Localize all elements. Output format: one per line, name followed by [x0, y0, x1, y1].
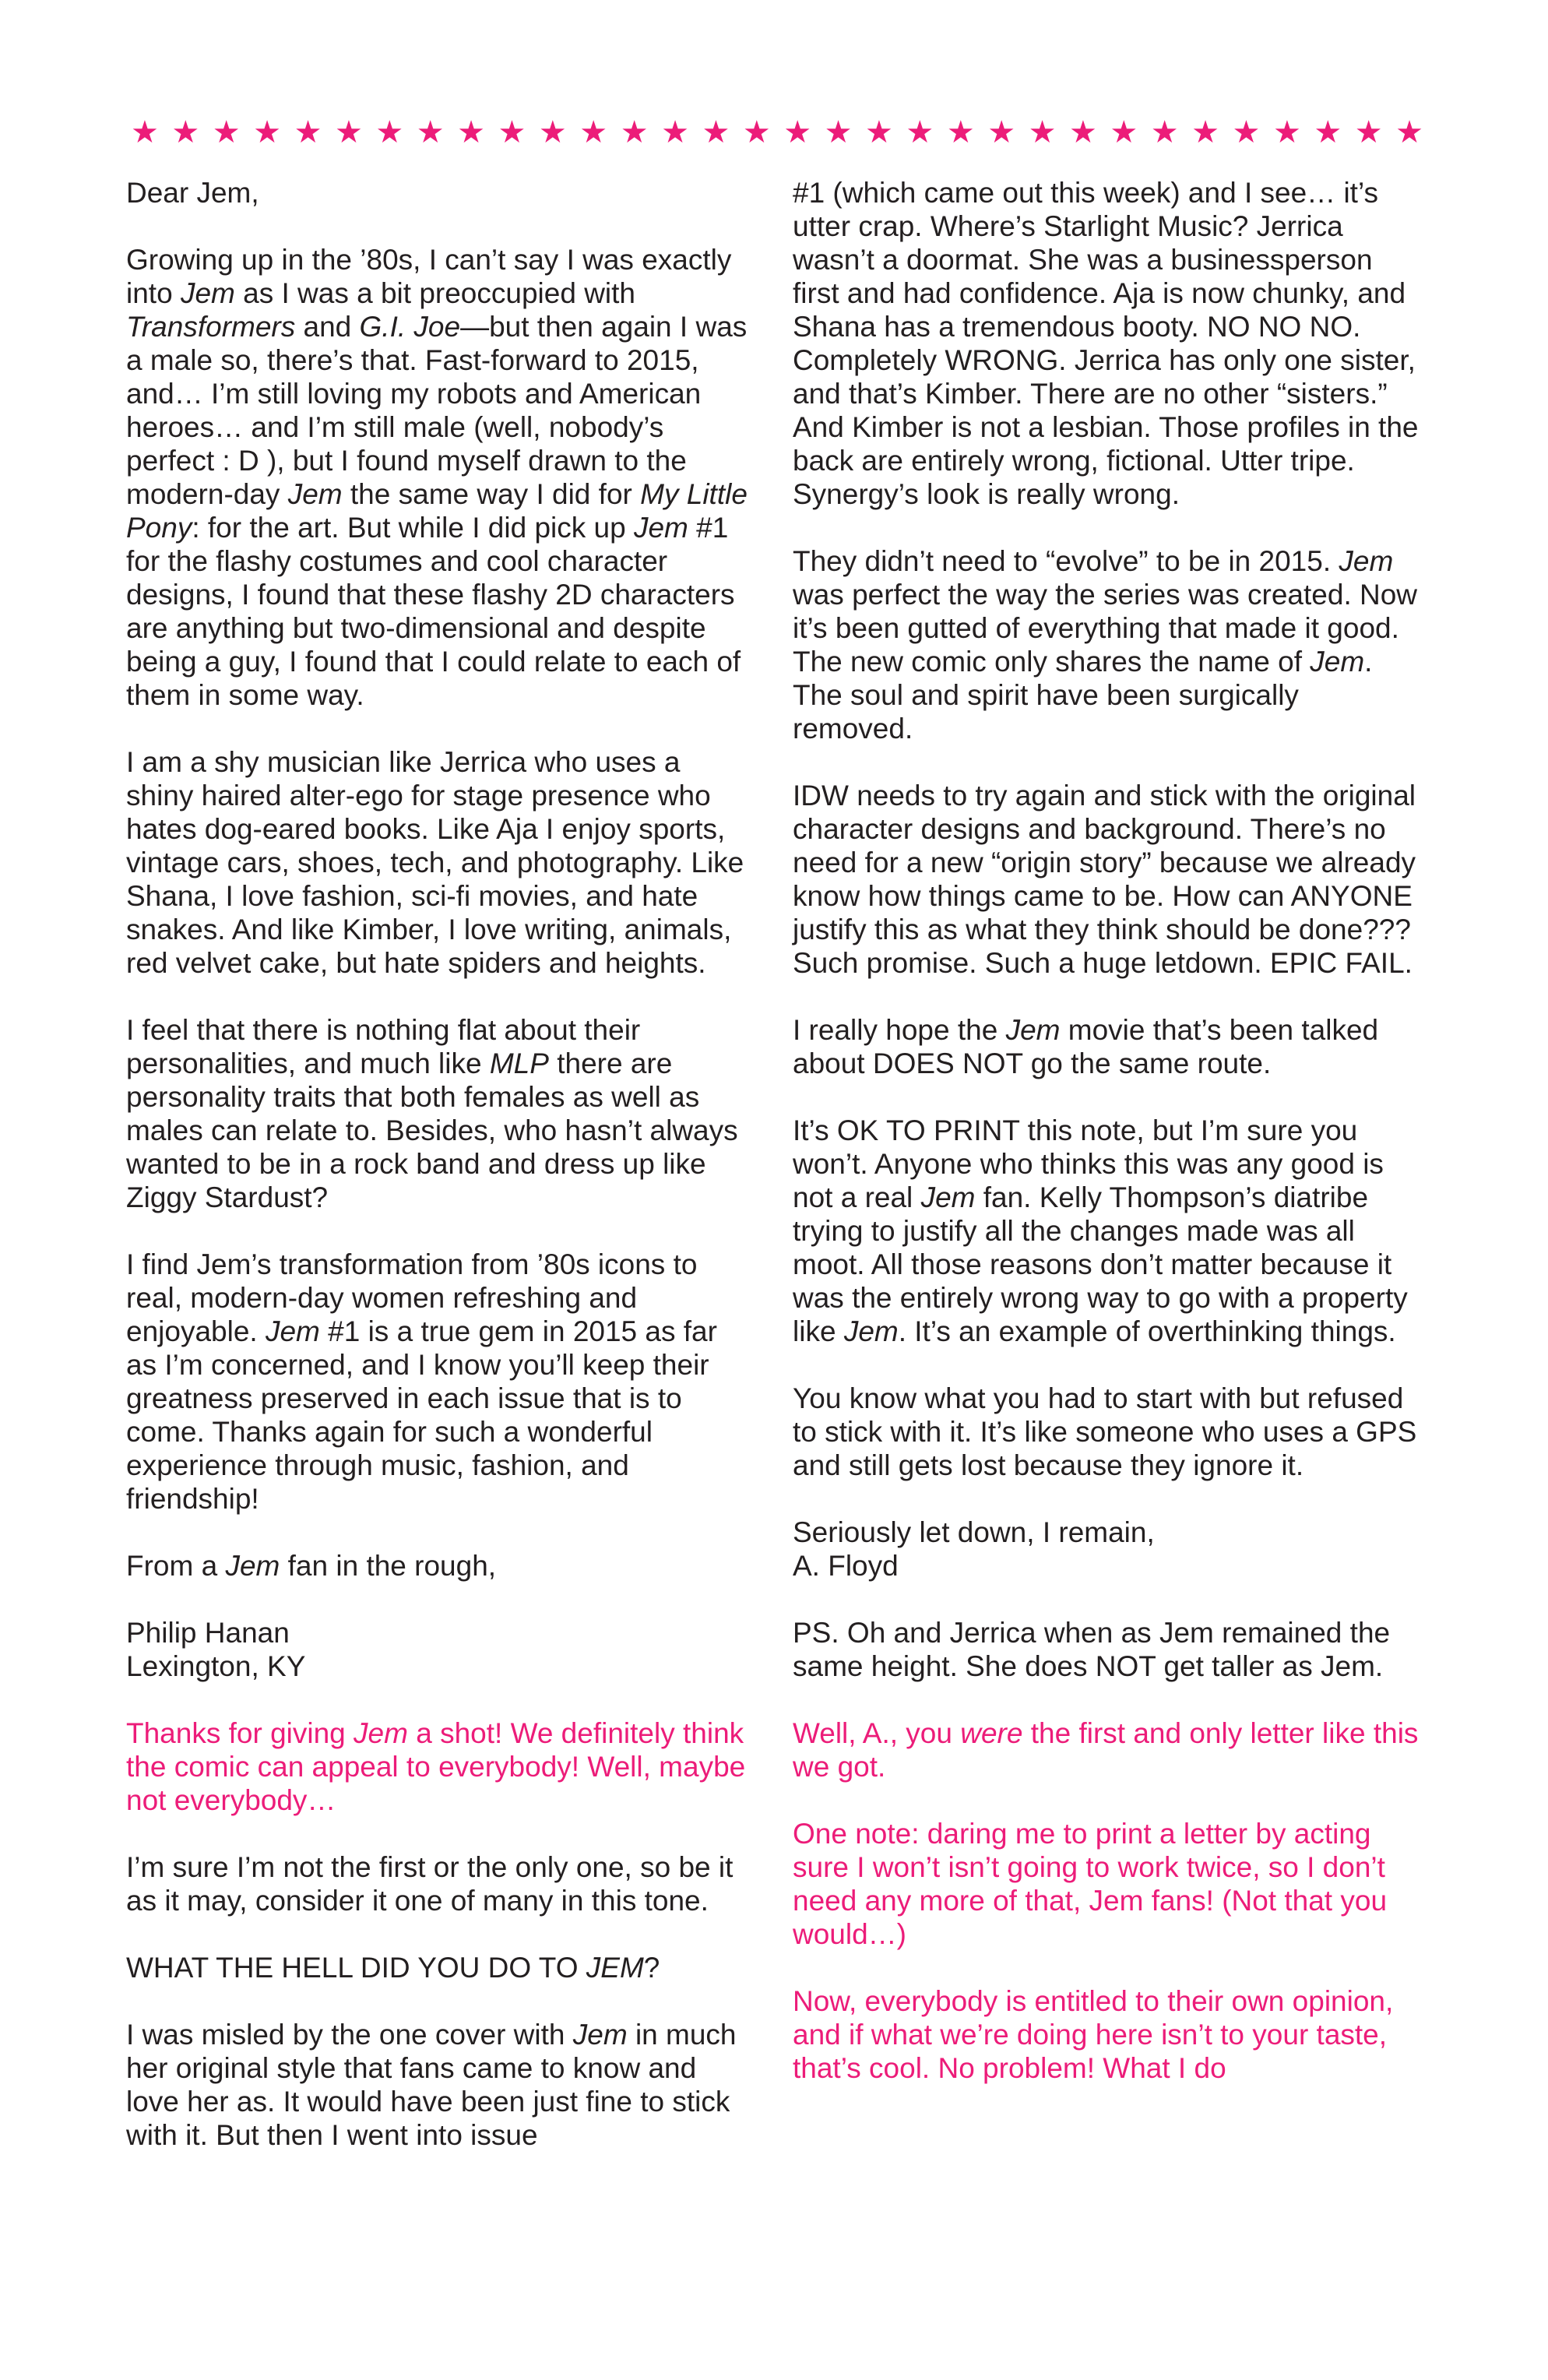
star-icon: ★: [1191, 114, 1220, 150]
letter2-paragraph-5: IDW needs to try again and stick with the original character designs and background. There’s no need for a new “origin story” because we already know how things came to be. How can ANYONE justify this as what they think should be done??? Such promise. Such a huge letdown. EPIC FAIL.: [793, 780, 1416, 979]
star-icon: ★: [661, 114, 689, 150]
letter1-signature: [126, 1616, 749, 1683]
star-icon: ★: [1110, 114, 1138, 150]
star-icon: ★: [1150, 114, 1179, 150]
letter1-signoff: From a Jem fan in the rough,: [126, 1550, 497, 1582]
star-icon: ★: [457, 114, 485, 150]
editor-reply-2: Well, A., you were the first and only letter like this we got.: [793, 1717, 1419, 1783]
star-icon: ★: [906, 114, 934, 150]
star-border: [131, 109, 1423, 156]
star-icon: ★: [212, 114, 241, 150]
star-icon: ★: [253, 114, 282, 150]
star-icon: ★: [579, 114, 608, 150]
star-icon: ★: [1272, 114, 1301, 150]
star-icon: ★: [742, 114, 771, 150]
star-icon: ★: [824, 114, 853, 150]
star-icon: ★: [334, 114, 363, 150]
left-column: [126, 176, 749, 2152]
letter2-signature: [793, 1516, 1423, 1583]
letter2-paragraph-2: I was misled by the one cover with Jem in much her original style that fans came to know and love her as. It would have been just fine to stick with it. But then I went into issue: [126, 2019, 737, 2151]
star-icon: ★: [1068, 114, 1097, 150]
star-icon: ★: [1314, 114, 1342, 150]
letter2-postscript: PS. Oh and Jerrica when as Jem remained the same height. She does NOT get taller as Jem.: [793, 1617, 1391, 1682]
star-icon: ★: [375, 114, 404, 150]
letter1-paragraph-3: I feel that there is nothing flat about their personalities, and much like MLP there are personality traits that both females as well as males can relate to. Besides, who hasn’t always wanted to be in a rock band and dress up like Ziggy Stardust?: [126, 1014, 738, 1213]
star-icon: ★: [987, 114, 1016, 150]
letter2-heading: WHAT THE HELL DID YOU DO TO JEM?: [126, 1952, 660, 1984]
author-location: Lexington, KY: [126, 1650, 306, 1682]
letter1-paragraph-1: Growing up in the ’80s, I can’t say I was exactly into Jem as I was a bit preoccupied with Transformers and G.I. Joe—but then again I was a male so, there’s that. Fast-forward to 2015, and… I’m still loving my robots and American heroes… and I’m still male (well, nobody’s perfect : D ), but I found myself drawn to the modern-day Jem the same way I did for My Little Pony: for the art. But while I did pick up Jem #1 for the flashy costumes and cool character designs, I found that these flashy 2D characters are anything but two-dimensional and despite being a guy, I found that I could relate to each of them in some way.: [126, 244, 748, 711]
editor-reply-1: Thanks for giving Jem a shot! We definitely think the comic can appeal to everybody! Well, maybe not everybody…: [126, 1717, 746, 1816]
letter2-paragraph-4: They didn’t need to “evolve” to be in 2015. Jem was perfect the way the series was created. Now it’s been gutted of everything that made it good. The new comic only shares the name of Jem. The soul and spirit have been surgically removed.: [793, 545, 1418, 745]
star-icon: ★: [416, 114, 445, 150]
star-icon: ★: [1395, 114, 1423, 150]
star-icon: ★: [294, 114, 322, 150]
star-icon: ★: [865, 114, 893, 150]
letter2-paragraph-8: You know what you had to start with but refused to stick with it. It’s like someone who uses a GPS and still gets lost because they ignore it.: [793, 1382, 1417, 1481]
letter2-paragraph-7: It’s OK TO PRINT this note, but I’m sure you won’t. Anyone who thinks this was any good is not a real Jem fan. Kelly Thompson’s diatribe trying to justify all the changes made was all moot. All those reasons don’t matter because it was the entirely wrong way to go with a property like Jem. It’s an example of overthinking things.: [793, 1114, 1408, 1347]
letter2-paragraph-3: #1 (which came out this week) and I see… it’s utter crap. Where’s Starlight Music? Jerrica wasn’t a doormat. She was a businessperson first and had confidence. Aja is now chunky, and Shana has a tremendous booty. NO NO NO. Completely WRONG. Jerrica has only one sister, and that’s Kimber. There are no other “sisters.” And Kimber is not a lesbian. Those profiles in the back are entirely wrong, fictional. Utter tripe. Synergy’s look is really wrong.: [793, 177, 1419, 510]
star-icon: ★: [702, 114, 730, 150]
letter2-paragraph-1: I’m sure I’m not the first or the only one, so be it as it may, consider it one of many in this tone.: [126, 1851, 734, 1917]
letter2-signoff: Seriously let down, I remain,: [793, 1516, 1155, 1548]
star-icon: ★: [1232, 114, 1261, 150]
editor-reply-4: Now, everybody is entitled to their own opinion, and if what we’re doing here isn’t to your taste, that’s cool. No problem! What I do: [793, 1985, 1394, 2084]
star-icon: ★: [620, 114, 649, 150]
star-icon: ★: [1028, 114, 1057, 150]
letter1-paragraph-4: I find Jem’s transformation from ’80s icons to real, modern-day women refreshing and enjoyable. Jem #1 is a true gem in 2015 as far as I’m concerned, and I know you’ll keep their greatness preserved in each issue that is to come. Thanks again for such a wonderful experience through music, fashion, and friendship!: [126, 1248, 717, 1515]
right-column: [793, 176, 1423, 2085]
star-icon: ★: [946, 114, 975, 150]
star-icon: ★: [498, 114, 526, 150]
author-name: A. Floyd: [793, 1550, 899, 1582]
salutation: Dear Jem,: [126, 177, 259, 209]
star-icon: ★: [538, 114, 567, 150]
letter2-paragraph-6: I really hope the Jem movie that’s been talked about DOES NOT go the same route.: [793, 1014, 1379, 1079]
star-icon: ★: [131, 114, 159, 150]
editor-reply-3: One note: daring me to print a letter by acting sure I won’t isn’t going to work twice, so I don’t need any more of that, Jem fans! (Not that you would…): [793, 1818, 1388, 1950]
star-icon: ★: [171, 114, 200, 150]
star-icon: ★: [783, 114, 812, 150]
letter1-paragraph-2: I am a shy musician like Jerrica who uses a shiny haired alter-ego for stage presence who hates dog-eared books. Like Aja I enjoy sports, vintage cars, shoes, tech, and photography. Like Shana, I love fashion, sci-fi movies, and hate snakes. And like Kimber, I love writing, animals, red velvet cake, but hate spiders and heights.: [126, 746, 744, 979]
star-icon: ★: [1354, 114, 1383, 150]
author-name: Philip Hanan: [126, 1617, 290, 1649]
